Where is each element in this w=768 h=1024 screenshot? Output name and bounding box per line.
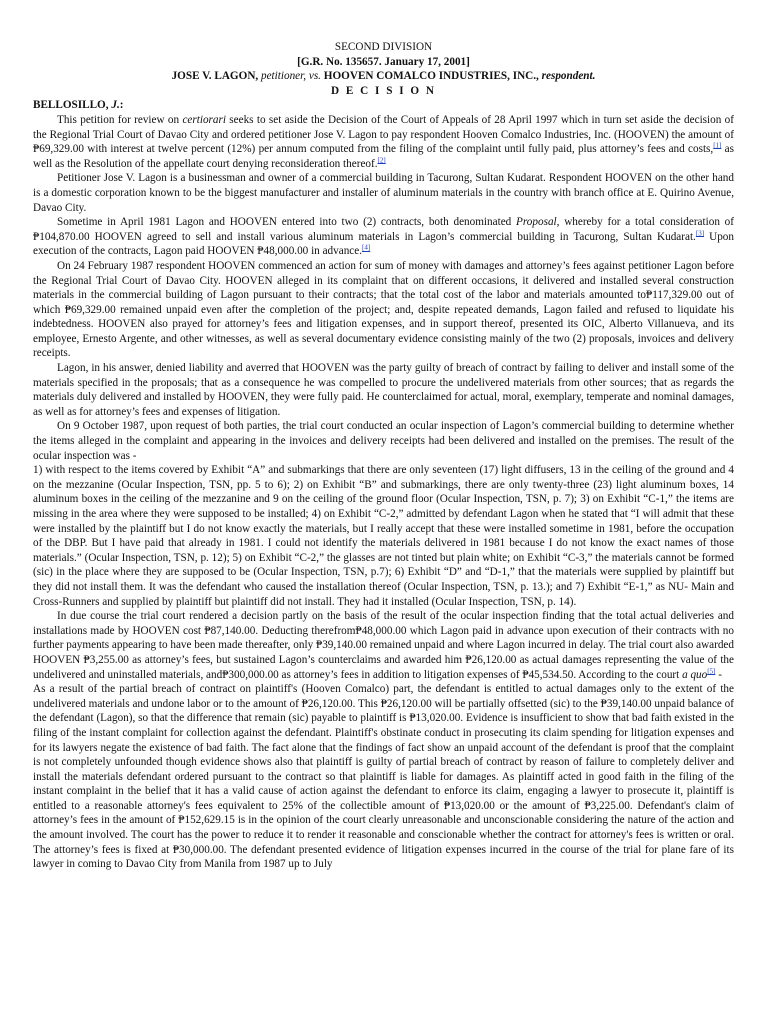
p1-text-c: seeks to set aside the Decision of the Court of Appeals of 28 April 1997 which in turn set aside the decision of the Regional Trial Court of Davao City and ordered petitioner Jose V. Lagon to pay respondent Hooven Comalco Industries, Inc. (HOOVEN) the amount of ₱69,329.00 with interest at twelve percent (12%) per annum computed from the filing of the complaint until fully paid, plus attorney’s fees and costs,: [33, 113, 734, 156]
ponente-j: J.: [111, 99, 120, 112]
petitioner-role: petitioner, vs.: [258, 70, 324, 83]
case-number: [G.R. No. 135657. January 17, 2001]: [297, 55, 470, 68]
footnote-link-4[interactable]: [4]: [362, 243, 371, 252]
p3-italic: Proposal: [516, 216, 557, 229]
ponente-name: BELLOSILLO,: [33, 99, 112, 112]
paragraph-3: [33, 215, 734, 259]
footnote-link-2[interactable]: [2]: [377, 156, 386, 165]
footnote-link-1[interactable]: [1]: [713, 141, 722, 150]
petitioner-name: JOSE V. LAGON,: [171, 70, 259, 83]
p3-text-c: , whereby for a total consideration of ₱104,870.00 HOOVEN agreed to sell and install various aluminum materials in Lagon’s commercial building in Tacurong, Sultan Kudarat.: [33, 216, 734, 243]
case-title: [33, 69, 734, 84]
paragraph-7-ocular-result: 1) with respect to the items covered by Exhibit “A” and submarkings that there are only seventeen (17) light diffusers, 13 in the ceiling of the ground and 4 on the mezzanine (Ocular Inspection, TSN, pp. 5 to 6); 2) on Exhibit “B” and submarkings, there are only twenty-three (23) light aluminum boxes, 14 aluminum boxes in the ceiling of the mezzanine and 9 on the ceiling of the ground floor (Ocular Inspection, TSN, p. 7); 3) on Exhibit “C-1,” the items are missing in the area where they were supposed to be installed; 4) on Exhibit “C-2,” admitted by defendant Lagon when he stated that “I will admit that these were installed by the plaintiff but I do not know exactly the materials, but I really accept that these were installed sometime in 1981, before the occupation of the DBP. But I have paid that already in 1981. I could not identify the materials delivered in 1981 because I do not know the exact names of those materials.” (Ocular Inspection, TSN, p. 12); 5) on Exhibit “C-2,” the glasses are not tinted but plain white; on Exhibit “C-3,” the materials cannot be formed (sic) in the place where they are supposed to be (Ocular Inspection, TSN, p.7); 6) Exhibit “D” and “D-1,” that the materials were supplied by plaintiff but they did not install them. It was the defendant who caused the installation thereof (Ocular Inspection, TSN, p. 13.); and 7) Exhibit “E-1,” as NU- Main and Cross-Runners and supplied by plaintiff but plaintiff did not install. They had it installed (Ocular Inspection, TSN, p. 14).: [33, 464, 734, 608]
paragraph-2: Petitioner Jose V. Lagon is a businessman and owner of a commercial building in Tacurong, Sultan Kudarat. Respondent HOOVEN on the other hand is a domestic corporation known to be the biggest manufacturer and installer of aluminum materials in the country with branch office at E. Quirino Avenue, Davao City.: [33, 172, 734, 214]
decision-heading: D E C I S I O N: [331, 84, 436, 97]
p1-italic: certiorari: [182, 113, 226, 126]
paragraph-1: [33, 113, 734, 171]
p8-text-a: In due course the trial court rendered a decision partly on the basis of the result of the ocular inspection finding that the total actual deliveries and installations made by HOOVEN cost ₱87,140.00. Deducting therefrom₱48,000.00 which Lagon paid in advance upon execution of their contracts with no further payments appearing to have been made thereafter, only ₱39,140.00 remained unpaid and where Lagon incurred in delay. The trial court also awarded HOOVEN ₱3,255.00 as attorney’s fees, but sustained Lagon’s counterclaims and awarded him ₱26,120.00 as actual damages representing the value of the undelivered and uninstalled materials, and₱300,000.00 as attorney’s fees in addition to litigation expenses of ₱45,534.50. According to the court: [33, 610, 734, 681]
division-heading: SECOND DIVISION: [334, 41, 433, 53]
footnote-link-3[interactable]: [3]: [695, 228, 705, 237]
p1-text-a: This petition for review on: [57, 113, 183, 126]
paragraph-8: [33, 609, 734, 682]
ponente: [33, 98, 734, 113]
p8-italic: a quo: [682, 668, 708, 681]
respondent-name: HOOVEN COMALCO INDUSTRIES, INC.,: [323, 70, 539, 83]
respondent-role: respondent.: [538, 70, 596, 83]
p8-text-c: -: [715, 668, 722, 681]
paragraph-5: Lagon, in his answer, denied liability and averred that HOOVEN was the party guilty of breach of contract by failing to deliver and install some of the materials specified in the proposals; that as a consequence he was compelled to procure the undelivered materials from other sources; that as regards the materials duly delivered and installed by HOOVEN, they were fully paid. He counterclaimed for actual, moral, exemplary, temperate and nominal damages, as well as for attorney’s fees and expenses of litigation.: [33, 362, 734, 418]
footnote-link-5[interactable]: [5]: [707, 666, 716, 675]
paragraph-9-quotation: As a result of the partial breach of contract on plaintiff's (Hooven Comalco) part, the defendant is entitled to actual damages only to the extent of the undelivered materials and undone labor or to the amount of ₱26,120.00. This ₱26,120.00 will be partially offsetted (sic) to the ₱39,140.00 unpaid balance of the defendant (Lagon), so that the difference that remain (sic) payable to plaintiff is ₱13,020.00. Evidence is insufficient to show that bad faith existed in the filing of the instant complaint for collection against the defendant. Plaintiff's obstinate conduct in prosecuting its claim spending for litigation expenses and for its lawyers negate the existence of bad faith. The fact alone that the findings of fact show an unpaid account of the defendant is proof that the complaint is not completely unfounded though evidence shows also that plaintiff is guilty of partial breach of contract by reason of failure to completely deliver and install the materials defendant ordered pursuant to the contract so that plaintiff is liable for damages. As plaintiff acted in good faith in the filing of the instant complaint in the belief that it has a valid cause of action against the defendant to enforce its claim, engaging a lawyer to prosecute it, plaintiff is entitled to a reasonable attorney's fees equivalent to 25% of the collectible amount of ₱13,020.00 or the amount of ₱3,225.00. Defendant's claim of attorney’s fees in the amount of ₱152,629.15 is in the opinion of the court clearly unreasonable and unconscionable considering the nature of the action and the amount involved. The court has the power to reduce it to render it reasonable and conscionable whether the contract for attorney's fees is written or oral. The attorney’s fees is fixed at ₱30,000.00. The defendant presented evidence of litigation expenses incurred in the course of the trial for plane fare of its lawyer in coming to Davao City from Manila from 1987 up to July: [33, 683, 734, 871]
paragraph-6: On 9 October 1987, upon request of both parties, the trial court conducted an ocular inspection of Lagon’s commercial building to determine whether the items alleged in the complaint and appearing in the invoices and delivery receipts had been delivered and installed on the premises. The result of the ocular inspection was -: [33, 420, 734, 462]
p1-text-d: as well as the Resolution of the appellate court denying reconsideration thereof.: [33, 143, 734, 170]
paragraph-4: On 24 February 1987 respondent HOOVEN commenced an action for sum of money with damages and attorney’s fees against petitioner Lagon before the Regional Trial Court of Davao City. HOOVEN alleged in its complaint that on different occasions, it delivered and installed several construction materials in the commercial building of Lagon pursuant to their contracts; that the total cost of the labor and materials amounted to₱117,329.00 out of which ₱69,329.00 remained unpaid even after the completion of the project; and, despite repeated demands, Lagon failed and refused to liquidate his indebtedness. HOOVEN also prayed for attorney’s fees and litigation expenses, and in support thereof, presented its OIC, Alberto Villanueva, and its employee, Ernesto Argente, and other witnesses, as well as several documentary evidence consisting mainly of the two (2) proposals, invoices and delivery receipts.: [33, 259, 734, 360]
p3-text-a: Sometime in April 1981 Lagon and HOOVEN entered into two (2) contracts, both denominated: [57, 216, 517, 229]
ponente-colon: :: [119, 99, 124, 112]
p3-text-d: Upon execution of the contracts, Lagon paid HOOVEN ₱48,000.00 in advance.: [33, 230, 734, 258]
